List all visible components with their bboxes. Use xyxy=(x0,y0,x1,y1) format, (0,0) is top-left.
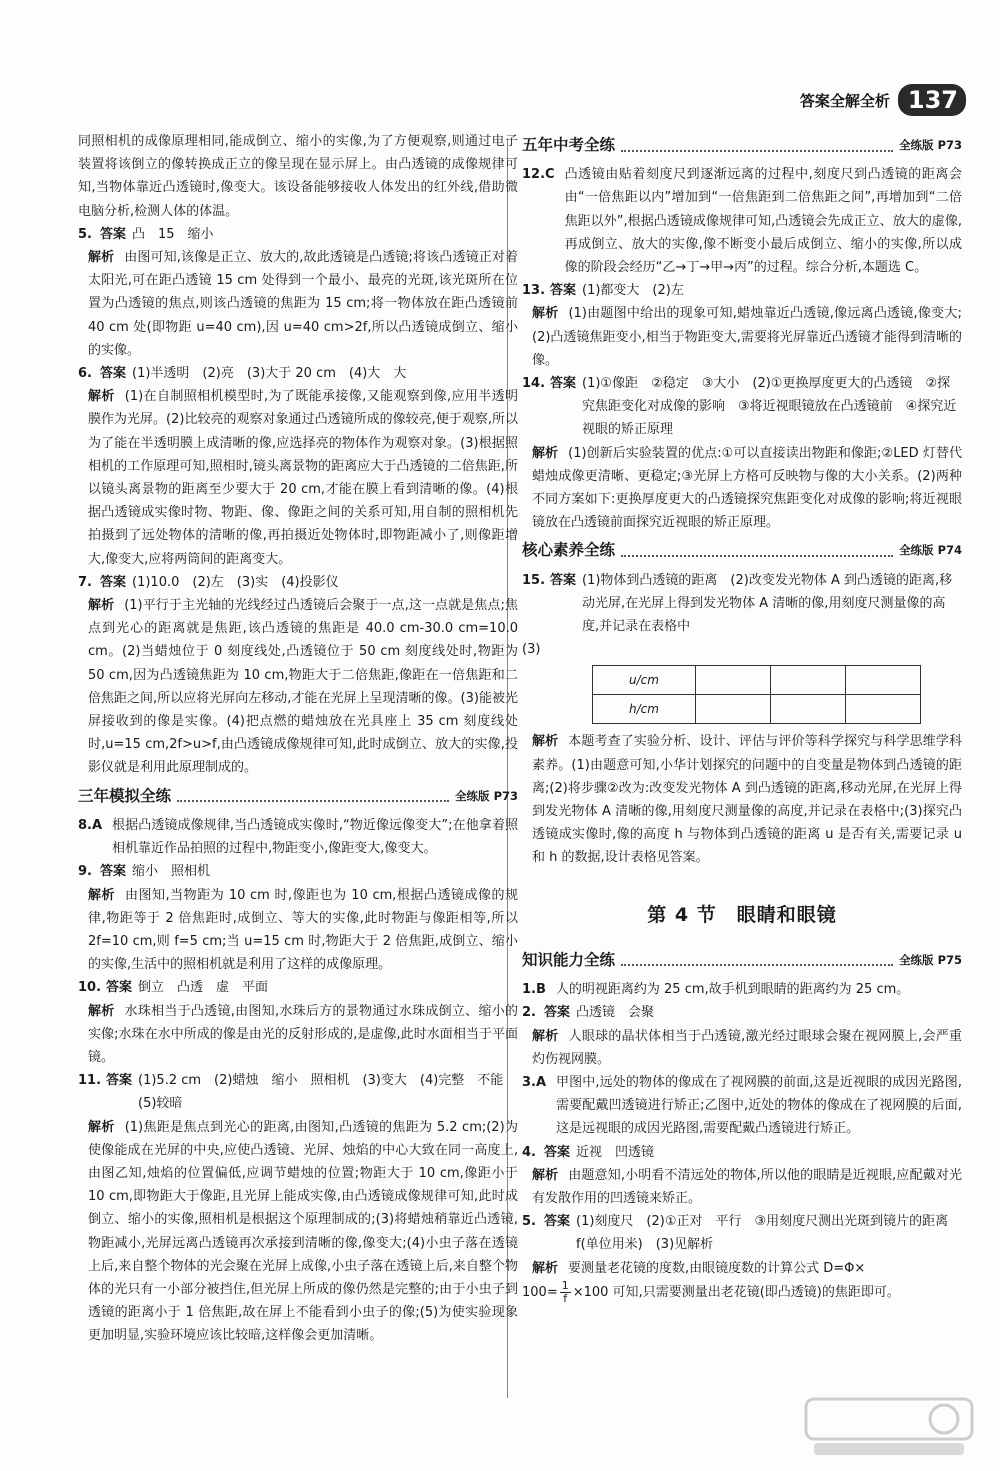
explanation-tag: 解析 xyxy=(532,734,559,750)
explanation-tag: 解析 xyxy=(88,389,115,405)
explanation-tag: 解析 xyxy=(532,1028,559,1044)
question-11 xyxy=(78,1069,518,1347)
explanation-tag: 解析 xyxy=(88,887,116,903)
section-dots xyxy=(621,140,893,152)
section-title: 三年模拟全练 xyxy=(78,786,172,805)
answer-text: 缩小 照相机 xyxy=(132,864,211,880)
question-text: 凸透镜由贴着刻度尺到逐渐远离的过程中,刻度尺到凸透镜的距离会由“一倍焦距以内”增加到“一倍焦距到二倍焦距之间”,再增加到“二倍焦距以外”,根据凸透镜成像规律可知,凸透镜会先成正立、放大的虚像,再成倒立、放大的实像,像不断变小最后成倒立、缩小的实像,所以成像的阶段会经历“乙→丁→甲→丙”的过程。综合分析,本题选 C。 xyxy=(564,167,962,276)
fraction xyxy=(560,1280,571,1305)
explanation-tag: 解析 xyxy=(88,598,115,614)
explanation-tag: 解析 xyxy=(532,306,559,322)
question-text: 根据凸透镜成像规律,当凸透镜成实像时,“物近像远像变大”;在他拿着照相机靠近作品拍照的过程中,物距变小,像距变大,像变大。 xyxy=(112,817,518,857)
section-ref: 全练版 P75 xyxy=(899,952,962,967)
watermark-logo-icon xyxy=(804,1397,974,1459)
explanation-text: 由图知,当物距为 10 cm 时,像距也为 10 cm,根据凸透镜成像的规律,物距等于 2 倍焦距时,成倒立、等大的实像,此时物距与像距相等,所以 2f=10 cm,则 f=5 cm;当 u=15 cm 时,物距大于 2 倍焦距,成倒立、缩小的实像,生活中的照相机就是利用了这样的成像原理。 xyxy=(88,887,518,973)
section-dots xyxy=(177,790,449,802)
page-number: 137 xyxy=(898,84,966,116)
explanation-text-c: ×100 可知,只需要测量出老花镜(即凸透镜)的焦距即可。 xyxy=(572,1284,900,1300)
question-4 xyxy=(522,1141,962,1211)
explanation-text: (1)在自制照相机模型时,为了既能承接像,又能观察到像,应用半透明膜作为光屏。(2)比较亮的观察对象通过凸透镜所成的像较亮,便于观察,所以为了能在半透明膜上成清晰的像,应选择亮的物体作为观察对象。(3)根据照相机的工作原理可知,照相时,镜头离景物的距离应大于凸透镜的二倍焦距,所以镜头离景物的距离至少要大于 20 cm,才能在膜上看到清晰的像。(4)根据凸透镜成实像时物、物距、像、像距之间的关系可知,用自制的照相机先拍摄到了远处物体的清晰的像,再拍摄近处物体时,即物距减小了,则像距增大,像变大,应将两筒间的距离变大。 xyxy=(88,389,518,567)
section-header-five-year xyxy=(522,134,962,157)
question-3 xyxy=(522,1071,962,1141)
question-number: 13. xyxy=(522,283,546,299)
question-number: 5. xyxy=(522,1214,536,1230)
question-7 xyxy=(78,571,518,780)
answer-text: 近视 凹透镜 xyxy=(576,1144,655,1160)
section-header-knowledge xyxy=(522,949,962,972)
explanation-tag: 解析 xyxy=(532,445,559,461)
explanation-tag: 解析 xyxy=(88,1003,115,1019)
right-column xyxy=(522,130,962,1305)
question-number: 6. xyxy=(78,366,92,382)
question-13 xyxy=(522,279,962,372)
explanation-tag: 解析 xyxy=(88,1119,115,1135)
row-label-u: u/cm xyxy=(593,666,696,695)
explanation-tag: 解析 xyxy=(532,1167,559,1183)
section-dots xyxy=(621,545,893,557)
question-number: 3.A xyxy=(522,1074,547,1090)
question-number: 15. xyxy=(522,572,546,588)
section-title: 核心素养全练 xyxy=(522,541,616,560)
answer-tag: 答案 xyxy=(106,980,133,996)
question-6 xyxy=(78,362,518,571)
answer-tag: 答案 xyxy=(550,572,577,588)
question-number: 12.C xyxy=(522,167,555,183)
explanation-text-b: 100= xyxy=(522,1284,558,1300)
explanation-text: 水珠相当于凸透镜,由图知,水珠后方的景物通过水珠成倒立、缩小的实像;水珠在水中所成的像是由光的反射形成的,是虚像,此时水面相当于平面镜。 xyxy=(88,1003,518,1065)
answer-text: (1)①像距 ②稳定 ③大小 (2)①更换厚度更大的凸透镜 ②探究焦距变化对成像的影响 ③将近视眼镜放在凸透镜前 ④探究近视眼的矫正原理 xyxy=(582,376,957,438)
answer-tag: 答案 xyxy=(544,1144,571,1160)
answer-text: 倒立 凸透 虚 平面 xyxy=(138,980,269,996)
answer-text: (1)5.2 cm (2)蜡烛 缩小 照相机 (3)变大 (4)完整 不能 (5)较暗 xyxy=(138,1073,517,1112)
section-title: 五年中考全练 xyxy=(522,136,616,154)
explanation-text: (1)焦距是焦点到光心的距离,由图知,凸透镜的焦距为 5.2 cm;(2)为使像能成在光屏的中央,应使凸透镜、光屏、烛焰的中心大致在同一高度上,由图乙知,烛焰的位置偏低,应调节蜡烛的位置;物距大于 10 cm,像距小于 10 cm,即物距大于像距,且光屏上能成实像,由凸透镜成像规律可知,此时成倒立、缩小的实像,照相机是根据这个原理制成的;(3)将蜡烛稍靠近凸透镜,物距减小,光屏远离凸透镜再次承接到清晰的像,像变大;(4)小虫子落在透镜上后,来自整个物体的光会聚在光屏上成像,小虫子落在透镜上后,来自整个物体的光只有一小部分被挡住,但光屏上所成的像仍然是完整的;由于小虫子到透镜的距离小于 1 倍焦距,故在屏上不能看到小虫子的像;(5)为使实验现象更加明显,实验环境应该比较暗,这样像会更加清晰。 xyxy=(88,1119,518,1344)
explanation-text: (1)平行于主光轴的光线经过凸透镜后会聚于一点,这一点就是焦点;焦点到光心的距离就是焦距,该凸透镜的焦距是 40.0 cm-30.0 cm=10.0 cm。(2)当蜡烛位于 0 刻度线处,凸透镜位于 50 cm 刻度线处时,物距为 50 cm,因为凸透镜焦距为 10 cm,物距大于二倍焦距,像距在一倍焦距和二倍焦距之间,所以应将光屏向左移动,才能在光屏上呈现清晰的像。(3)能被光屏接收到的像是实像。(4)把点燃的蜡烛放在光具座上 35 cm 刻度线处时,u=15 cm,2f>u>f,由凸透镜成像规律可知,此时成倒立、放大的实像,投影仪就是利用此原理制成的。 xyxy=(88,598,518,776)
answer-tag: 答案 xyxy=(100,366,127,382)
question-14 xyxy=(522,372,962,534)
answer-tag: 答案 xyxy=(100,226,127,242)
formula-line xyxy=(522,1280,962,1305)
question-number: 10. xyxy=(78,980,102,996)
answer-tag: 答案 xyxy=(106,1073,133,1089)
answer-text: (1)刻度尺 (2)①正对 平行 ③用刻度尺测出光斑到镜片的距离 f(单位用米) (3)见解析 xyxy=(576,1214,949,1253)
answer-text: (1)都变大 (2)左 xyxy=(582,283,684,299)
section-title: 知识能力全练 xyxy=(522,950,616,969)
explanation-text-a: 要测量老花镜的度数,由眼镜度数的计算公式 D=Φ× xyxy=(568,1260,866,1276)
answer-text: (1)10.0 (2)左 (3)实 (4)投影仪 xyxy=(132,574,339,590)
table-row xyxy=(593,695,921,724)
question-15 xyxy=(522,569,962,870)
question-number: 9. xyxy=(78,864,92,880)
header-title: 答案全解全析 xyxy=(799,91,890,110)
section-header-three-year xyxy=(78,785,518,808)
table-row xyxy=(593,666,921,695)
answer-text: (1)物体到凸透镜的距离 (2)改变发光物体 A 到凸透镜的距离,移动光屏,在光屏上得到发光物体 A 清晰的像,用刻度尺测量像的高度,并记录在表格中 xyxy=(582,572,953,635)
answer-tag: 答案 xyxy=(550,283,577,299)
intro-paragraph: 同照相机的成像原理相同,能成倒立、缩小的实像,为了方便观察,则通过电子装置将该倒立的像转换成正立的像呈现在显示屏上。由凸透镜的成像规律可知,当物体靠近凸透镜时,像变大。该设备能够接收人体发出的红外线,借助微电脑分析,检测人体的体温。 xyxy=(78,134,518,219)
explanation-text: (1)由题图中给出的现象可知,蜡烛靠近凸透镜,像远离凸透镜,像变大;(2)凸透镜焦距变小,相当于物距变大,需要将光屏靠近凸透镜才能得到清晰的像。 xyxy=(532,306,962,368)
explanation-tag: 解析 xyxy=(88,250,115,266)
answer-tag: 答案 xyxy=(100,864,127,880)
answer-tag: 答案 xyxy=(544,1005,571,1021)
question-number: 1.B xyxy=(522,982,546,998)
explanation-text: 本题考查了实验分析、设计、评估与评价等科学探究与科学思维学科素养。(1)由题意可知,小华计划探究的问题中的自变量是物体到凸透镜的距离;(2)将步骤②改为:改变发光物体 A 到凸透镜的距离,移动光屏,在光屏上得到发光物体 A 清晰的像,用刻度尺测量像的高度,并记录在表格中;(3)探究凸透镜成实像时,像的高度 h 与物体到凸透镜的距离 u 是否有关,需要记录 u 和 h 的数据,设计表格见答案。 xyxy=(532,734,962,866)
question-9 xyxy=(78,860,518,976)
question-number: 14. xyxy=(522,376,546,392)
question-number: 5. xyxy=(78,226,92,242)
question-text: 甲图中,远处的物体的像成在了视网膜的前面,这是近视眼的成因光路图,需要配戴凹透镜进行矫正;乙图中,近处的物体的像成在了视网膜的后面,这是远视眼的成因光路图,需要配戴凸透镜进行矫正。 xyxy=(556,1074,962,1137)
answer-tag: 答案 xyxy=(100,574,127,590)
answer-text: (1)半透明 (2)亮 (3)大于 20 cm (4)大 大 xyxy=(132,366,407,382)
row-label-h: h/cm xyxy=(593,695,696,724)
answer-text: 凸 15 缩小 xyxy=(132,226,214,242)
question-1 xyxy=(522,978,962,1001)
explanation-text: (1)创新后实验装置的优点:①可以直接读出物距和像距;②LED 灯替代蜡烛成像更清晰、更稳定;③光屏上方格可反映物与像的大小关系。(2)两种不同方案如下:更换厚度更大的凸透镜探究焦距变化对成像的影响;将近视眼镜放在凸透镜前面探究近视眼的矫正原理。 xyxy=(532,445,962,531)
explanation-text: 由题意知,小明看不清远处的物体,所以他的眼睛是近视眼,应配戴对光有发散作用的凹透镜来矫正。 xyxy=(532,1167,962,1206)
fraction-denominator: f xyxy=(563,1291,568,1305)
question-number: 4. xyxy=(522,1144,536,1160)
left-column xyxy=(78,130,518,1348)
question-text: 人的明视距离约为 25 cm,故手机到眼睛的距离约为 25 cm。 xyxy=(555,982,910,998)
section-ref: 全练版 P74 xyxy=(899,543,962,558)
section-header-core xyxy=(522,539,962,562)
question-8 xyxy=(78,814,518,860)
answer-part-3: (3) xyxy=(522,642,541,658)
question-2 xyxy=(522,1001,962,1071)
answer-table xyxy=(592,665,921,724)
question-number: 8.A xyxy=(78,817,103,833)
explanation-text: 人眼球的晶状体相当于凸透镜,激光经过眼球会聚在视网膜上,会严重灼伤视网膜。 xyxy=(532,1028,962,1067)
chapter-title: 第 4 节 眼睛和眼镜 xyxy=(647,903,837,926)
question-5 xyxy=(78,223,518,362)
explanation-text: 由图可知,该像是正立、放大的,故此透镜是凸透镜;将该凸透镜正对着太阳光,可在距凸透镜 15 cm 处得到一个最小、最亮的光斑,该光斑所在位置为凸透镜的焦点,则该凸透镜的焦距为 15 cm;将一物体放在距凸透镜前 40 cm 处(即物距 u=40 cm),因 u=40 cm>2f,所以凸透镜成倒立、缩小的实像。 xyxy=(88,250,518,358)
answer-tag: 答案 xyxy=(550,376,577,392)
section-ref: 全练版 P73 xyxy=(455,788,518,803)
question-5b xyxy=(522,1210,962,1305)
question-number: 7. xyxy=(78,574,92,590)
question-10 xyxy=(78,976,518,1069)
question-number: 11. xyxy=(78,1073,102,1089)
explanation-tag: 解析 xyxy=(532,1260,559,1276)
section-ref: 全练版 P73 xyxy=(899,138,962,152)
section-dots xyxy=(621,954,893,966)
question-number: 2. xyxy=(522,1005,536,1021)
page-header xyxy=(800,84,966,116)
answer-text: 凸透镜 会聚 xyxy=(576,1005,655,1021)
fraction-numerator: 1 xyxy=(561,1278,569,1292)
answer-tag: 答案 xyxy=(544,1214,571,1230)
question-12 xyxy=(522,163,962,279)
